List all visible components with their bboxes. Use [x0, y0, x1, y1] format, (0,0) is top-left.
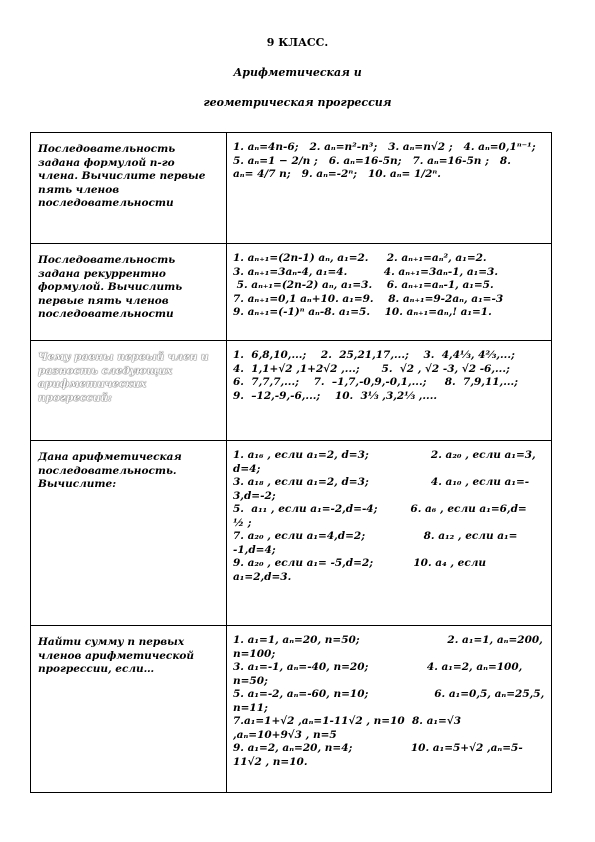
task-row: [31, 341, 552, 441]
exercise-line: 5. a₁=-2, aₙ=-60, n=10; 6. a₁=0,5, aₙ=25,5,: [233, 688, 545, 700]
exercise-line: n=100;: [233, 647, 276, 660]
title-line-1: Арифметическая и: [233, 66, 362, 79]
task-row: [31, 441, 552, 626]
exercise-line: 1. aₙ=4n-6; 2. aₙ=n²-n³; 3. aₙ=n√2 ; 4. aₙ=0,1ⁿ⁻¹;: [233, 141, 536, 153]
exercise-line: a₁=2,d=3.: [233, 570, 292, 583]
task-exercises: [227, 133, 552, 244]
task-row: [31, 244, 552, 341]
exercise-line: aₙ= 4/7 n; 9. aₙ=-2ⁿ; 10. aₙ= 1/2ⁿ.: [233, 168, 441, 180]
exercise-line: n=50;: [233, 674, 268, 687]
exercise-line: 7. a₂₀ , если a₁=4,d=2; 8. a₁₂ , если a₁=: [233, 530, 518, 542]
exercise-line: ½ ;: [233, 516, 252, 529]
exercise-line: 3. aₙ₊₁=3aₙ-4, a₁=4. 4. aₙ₊₁=3aₙ-1, a₁=3.: [233, 265, 499, 278]
exercise-line: 3. a₁₈ , если a₁=2, d=3; 4. a₁₀ , если a₁=-: [233, 476, 530, 488]
exercise-line: 5. aₙ₊₁=(2n-2) aₙ, a₁=3. 6. aₙ₊₁=aₙ-1, a₁=5.: [233, 279, 494, 291]
exercise-line: ,aₙ=10+9√3 , n=5: [233, 728, 337, 741]
exercise-line: 3,d=-2;: [233, 489, 276, 502]
exercise-line: 7.a₁=1+√2 ,aₙ=1-11√2 , n=10 8. a₁=√3: [233, 715, 462, 727]
task-row: [31, 626, 552, 793]
exercise-line: 1. aₙ₊₁=(2n-1) aₙ, a₁=2. 2. aₙ₊₁=aₙ², a₁=2.: [233, 252, 487, 264]
task-description: Найти сумму n первых членов арифметической прогрессии, если…: [31, 626, 227, 793]
exercise-line: d=4;: [233, 462, 261, 475]
task-description: Последовательность задана рекуррентно формулой. Вычислить первые пять членов последовательности: [31, 244, 227, 341]
task-exercises: [227, 244, 552, 341]
task-exercises: [227, 341, 552, 441]
exercise-line: 9. a₂₀ , если a₁= -5,d=2; 10. a₄ , если: [233, 557, 487, 569]
task-table: [30, 132, 552, 793]
exercise-line: 6. 7,7,7,...; 7. –1,7,-0,9,-0,1,...; 8. 7,9,11,...;: [233, 376, 519, 388]
exercise-line: n=11;: [233, 701, 268, 714]
exercise-line: 11√2 , n=10.: [233, 755, 308, 768]
task-description: Последовательность задана формулой n-го члена. Вычислите первые пять членов последовательности: [31, 133, 227, 244]
exercise-line: 1. a₁₆ , если a₁=2, d=3; 2. a₂₀ , если a₁=3,: [233, 449, 536, 461]
task-description: Чему равны первый член и разность следующих арифметических прогрессий:: [31, 341, 227, 441]
exercise-line: 9. aₙ₊₁=(-1)ⁿ aₙ-8. a₁=5. 10. aₙ₊₁=aₙ,! a₁=1.: [233, 306, 492, 318]
exercise-line: 4. 1,1+√2 ,1+2√2 ,...; 5. √2 , √2 -3, √2 -6,...;: [233, 362, 510, 375]
exercise-line: 9. a₁=2, aₙ=20, n=4; 10. a₁=5+√2 ,aₙ=5-: [233, 742, 523, 754]
exercise-line: 9. –12,-9,-6,...; 10. 3⅓ ,3,2⅓ ,....: [233, 389, 438, 402]
exercise-line: 5. aₙ=1 − 2/n ; 6. aₙ=16-5n; 7. aₙ=16-5n ; 8.: [233, 154, 511, 167]
task-row: [31, 133, 552, 244]
grade-heading: 9 КЛАСС.: [266, 36, 329, 49]
exercise-line: 1. 6,8,10,...; 2. 25,21,17,...; 3. 4,4⅓, 4⅔,...;: [233, 349, 515, 361]
exercise-line: 3. a₁=-1, aₙ=-40, n=20; 4. a₁=2, aₙ=100,: [233, 661, 523, 673]
exercise-line: 7. aₙ₊₁=0,1 aₙ+10. a₁=9. 8. aₙ₊₁=9-2aₙ, a₁=-3: [233, 292, 504, 305]
task-description: Дана арифметическая последовательность. Вычислите:: [31, 441, 227, 626]
exercise-line: 5. a₁₁ , если a₁=-2,d=-4; 6. a₆ , если a₁=6,d=: [233, 503, 527, 515]
task-exercises: [227, 441, 552, 626]
task-exercises: [227, 626, 552, 793]
exercise-line: -1,d=4;: [233, 543, 276, 556]
exercise-line: 1. a₁=1, aₙ=20, n=50; 2. a₁=1, aₙ=200,: [233, 634, 543, 646]
title-line-2: геометрическая прогрессия: [203, 96, 392, 109]
